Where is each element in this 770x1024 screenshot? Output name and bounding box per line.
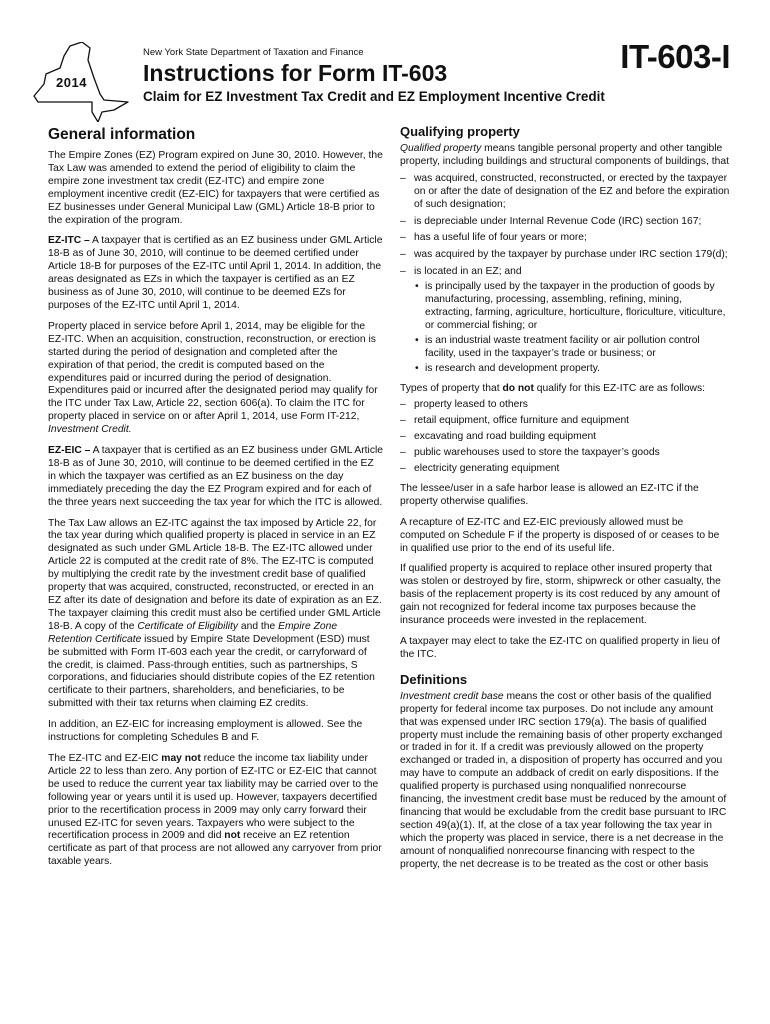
list-item: • is principally used by the taxpayer in the production of goods by manufacturing, processing, assembling, refining, mining, extracting, farming, agriculture, horticulture, floriculture, viticulture, or commercial fishing; or [414, 281, 730, 333]
ez-eic-label: EZ-EIC – [48, 445, 91, 457]
list-item: – retail equipment, office furniture and equipment [400, 415, 730, 428]
list-item: • is research and development property. [414, 363, 730, 376]
list-item: – is located in an EZ; and • is principally used by the taxpayer in the production of goods by manufacturing, processing, assembling, refining, mining, extracting, farming, agriculture, horticulture, floriculture, viticulture, or commercial fishing; or • is an industrial waste treatment facility or air pollution control facility, used in the taxpayer’s trade or business; or • is research and development property. [400, 266, 730, 375]
list-item: – was acquired, constructed, reconstructed, or erected by the taxpayer on or after the date of designation of the EZ and before the expiration of such designation; [400, 173, 730, 212]
agency-name: New York State Department of Taxation and Finance [143, 47, 364, 58]
paragraph-qualified-property: Qualified property means tangible personal property and other tangible property, including buildings and structural components of buildings, that [400, 143, 729, 167]
list-item: – public warehouses used to store the taxpayer’s goods [400, 447, 730, 460]
paragraph-property-placed-in-service: Property placed in service before April 1, 2014, may be eligible for the EZ-ITC. When an acquisition, construction, reconstruction, or erection is started during the period of designation and completed after the expiration of that period, the credit is computed based on the expenditures paid or incurred during the period of designation. Expenditures paid or incurred after the designated period may qualify for the ITC under Tax Law, Article 22, section 606(a). To claim the ITC for property placed in service on or after April 1, 2014, use Form IT-212, Investment Credit. [48, 320, 378, 436]
paragraph-liability-limit: The EZ-ITC and EZ-EIC may not reduce the income tax liability under Article 22 to less than zero. Any portion of EZ-ITC or EZ-EIC that cannot be used to reduce the current year tax liability may be carried over to the following year or years until it is used up. However, taxpayers decertified prior to the recertification process in 2009 may only carry forward their unused EZ-ITC for seven years. Taxpayers who were subject to the recertification process in 2009 and did not receive an EZ retention certificate as part of that process are not allowed any carryover from prior taxable years. [48, 752, 382, 868]
paragraph-investment-credit-base: Investment credit base means the cost or other basis of the qualified property for federal income tax purposes. Do not include any amount that was expensed under IRC section 179(a). The basis of qualified property must include the remaining basis of other property exchanged or traded in for it. If a credit was previously allowed on the property exchanged or traded in, a disposition of property has occurred and you may have to compute an addback of credit on early dispositions. If the qualified property is purchased using nonqualified nonrecourse financing, the investment credit base must be reduced by the amount of financing that would be excludable from the credit base pursuant to IRC section 49(a)(1). If, at the close of a tax year following the tax year in which the property was placed in service, there is a net decrease in the amount of nonqualified nonrecourse financing with respect to the property, the net decrease is to be treated as the cost or other basis [400, 690, 727, 870]
page-title: Instructions for Form IT-603 [143, 60, 448, 86]
paragraph-non-qualifying-types: Types of property that do not qualify for this EZ-ITC are as follows: [400, 382, 706, 394]
non-qualifying-property-list [400, 399, 730, 476]
list-item: – is depreciable under Internal Revenue Code (IRC) section 167; [400, 216, 730, 229]
paragraph-safe-harbor-lease: The lessee/user in a safe harbor lease is allowed an EZ-ITC if the property otherwise qualifies. [400, 482, 699, 507]
form-subtitle: Claim for EZ Investment Tax Credit and EZ Employment Incentive Credit [143, 89, 605, 104]
qualified-use-sublist [414, 281, 730, 375]
retention-certificate-ref: Empire Zone Retention Certificate [48, 620, 338, 645]
form-header [0, 0, 770, 124]
investment-credit-ref: Investment Credit. [48, 424, 132, 436]
paragraph-ez-eic-increase: In addition, an EZ-EIC for increasing employment is allowed. See the instructions for completing Schedules B and F. [48, 719, 363, 744]
list-item: – excavating and road building equipment [400, 431, 730, 444]
paragraph-recapture: A recapture of EZ-ITC and EZ-EIC previously allowed must be computed on Schedule F if the property is disposed of or ceases to be in qualified use prior to the end of its useful life. [400, 516, 720, 554]
right-column [400, 124, 730, 880]
certificate-of-eligibility-ref: Certificate of Eligibility [137, 620, 239, 632]
left-column [48, 124, 383, 877]
list-item: – has a useful life of four years or more; [400, 232, 730, 245]
list-item: – was acquired by the taxpayer by purchase under IRC section 179(d); [400, 249, 730, 262]
general-information-heading: General information [48, 126, 196, 143]
ez-itc-label: EZ-ITC – [48, 235, 90, 247]
paragraph-replacement-property: If qualified property is acquired to replace other insured property that was stolen or destroyed by fire, storm, shipwreck or other casualty, the basis of the replacement property is its cost reduced by any amount of gain not recognized for federal income tax purposes because the insurance proceeds were invested in the replacement. [400, 563, 721, 627]
list-item: – property leased to others [400, 399, 730, 412]
list-item: – electricity generating equipment [400, 463, 730, 476]
qualifying-property-heading: Qualifying property [400, 124, 520, 139]
list-item: • is an industrial waste treatment facility or air pollution control facility, used in the taxpayer’s trade or business; or [414, 335, 730, 361]
paragraph-tax-law-allows: The Tax Law allows an EZ-ITC against the tax imposed by Article 22, for the tax year during which qualified property is placed in service in an EZ designated as such under GML Article 18-B. The EZ-ITC allowed under Article 22 is computed at the credit rate of 8%. The EZ-ITC is computed by multiplying the credit rate by the investment credit base of qualified property that was acquired, constructed, reconstructed, or erected in an EZ after its date of designation and before its date of expiration as an EZ. The taxpayer claiming this credit must also be certified under GML Article 18-B. A copy of the Certificate of Eligibility and the Empire Zone Retention Certificate issued by Empire State Development (ESD) must be submitted with Form IT-603 each year the credit, or carryforward of the credit, is claimed. Pass-through entities, such as partnerships, S corporations, and fiduciaries should distribute copies of the EZ retention certificate to their partners, shareholders, and beneficiaries, to be submitted with their tax returns when claiming EZ credits. [48, 517, 382, 710]
form-number: IT-603-I [620, 38, 730, 75]
paragraph-program-extension: The Empire Zones (EZ) Program expired on June 30, 2010. However, the Tax Law was amended to extend the period of eligibility to claim the empire zone investment tax credit (EZ-ITC) and empire zone employment incentive credit (EZ-EIC) for taxpayers that were certified as EZ businesses under General Municipal Law (GML) Article 18-B prior to the expiration of the program. [48, 150, 383, 226]
tax-year-badge: 2014 [56, 75, 87, 90]
definitions-heading: Definitions [400, 671, 468, 687]
paragraph-ez-itc: EZ-ITC – A taxpayer that is certified as an EZ business under GML Article 18-B as of June 30, 2010, will continue to be deemed certified under Article 18-B for purposes of the EZ-ITC until April 1, 2014. In addition, the areas designated as EZs in which the taxpayer is certified as an EZ business as of June 30, 2010, will continue to be deemed EZs for purposes of the EZ-ITC until April 1, 2014. [48, 235, 383, 311]
paragraph-election: A taxpayer may elect to take the EZ-ITC on qualified property in lieu of the ITC. [400, 636, 720, 660]
paragraph-ez-eic: EZ-EIC – A taxpayer that is certified as an EZ business under GML Article 18-B as of June 30, 2010, will continue to be deemed certified in the EZ in which the taxpayer was certified as an EZ business on the day immediately preceding the day the EZ Program expired and for each of the three years next succeeding the tax year for which the ITC is allowed. [48, 445, 383, 508]
qualified-property-list [400, 173, 730, 376]
